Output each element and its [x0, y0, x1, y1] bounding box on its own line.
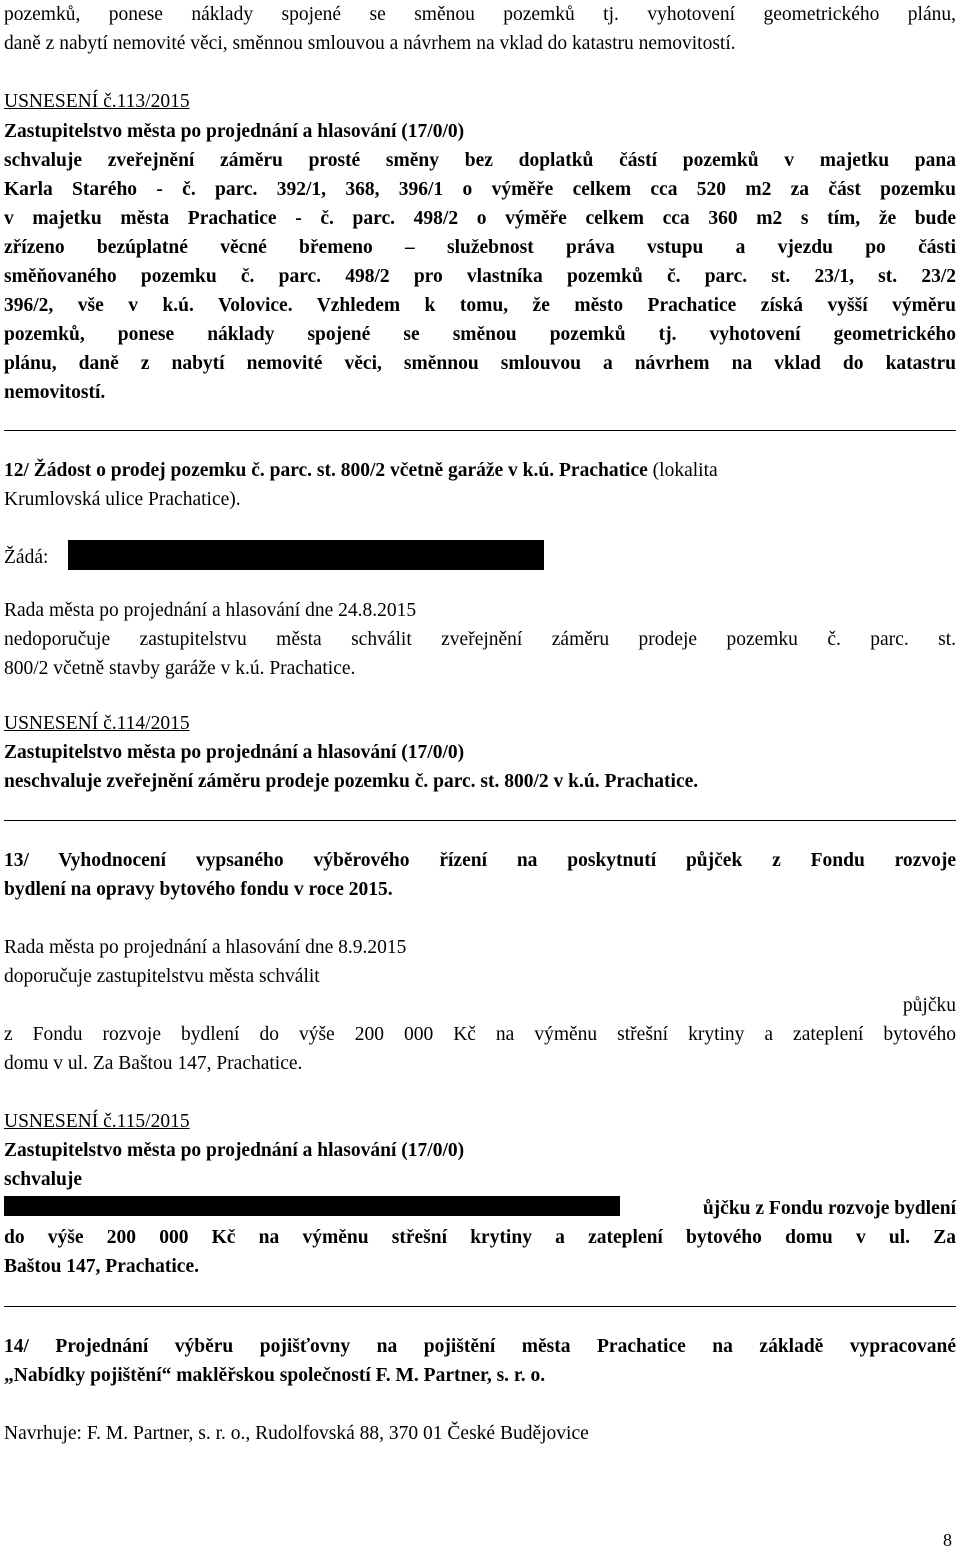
section-divider	[4, 430, 956, 431]
text-line: nemovitostí.	[4, 382, 106, 403]
agenda-item-heading: „Nabídky pojištění“ maklěřskou společností F. M. Partner, s. r. o.	[4, 1365, 546, 1386]
redaction-bar	[4, 1196, 620, 1216]
text-line: zřízeno bezúplatné věcné břemeno – služebnost práva vstupu a vjezdu po části	[4, 237, 956, 258]
page-number: 8	[943, 1530, 952, 1550]
text-line: půjčku	[902, 995, 956, 1016]
agenda-item-heading: 14/ Projednání výběru pojišťovny na pojištění města Prachatice na základě vypracované	[4, 1336, 956, 1357]
text-line: neschvaluje zveřejnění záměru prodeje pozemku č. parc. st. 800/2 v k.ú. Prachatice.	[4, 771, 699, 792]
heading-bold: 12/ Žádost o prodej pozemku č. parc. st. 800/2 včetně garáže v k.ú. Prachatice	[4, 460, 648, 481]
applicant-label: Žádá:	[4, 547, 49, 568]
text-line: ůjčku z Fondu rozvoje bydlení	[702, 1198, 956, 1219]
text-line: doporučuje zastupitelstvu města schválit	[4, 966, 320, 987]
text-line: schvaluje	[4, 1169, 82, 1190]
agenda-item-heading	[4, 456, 956, 485]
text-line: nedoporučuje zastupitelstvu města schválit zveřejnění záměru prodeje pozemku č. parc. st.	[4, 629, 956, 650]
text-line: z Fondu rozvoje bydlení do výše 200 000 Kč na výměnu střešní krytiny a zateplení bytového	[4, 1024, 956, 1045]
text-line: Rada města po projednání a hlasování dne 24.8.2015	[4, 600, 417, 621]
section-divider	[4, 1306, 956, 1307]
resolution-title: USNESENÍ č.114/2015	[4, 713, 190, 734]
text-line: plánu, daně z nabytí nemovité věci, směnnou smlouvou a návrhem na vklad do katastru	[4, 353, 956, 374]
resolution-title: USNESENÍ č.113/2015	[4, 91, 190, 112]
redaction-bar	[68, 540, 544, 570]
proposer-line: Navrhuje: F. M. Partner, s. r. o., Rudolfovská 88, 370 01 České Budějovice	[4, 1423, 589, 1444]
text-line: Zastupitelstvo města po projednání a hlasování (17/0/0)	[4, 1140, 465, 1161]
text-line: schvaluje zveřejnění záměru prosté směny bez doplatků částí pozemků v majetku pana	[4, 150, 956, 171]
heading-rest: (lokalita	[647, 460, 718, 481]
agenda-item-heading: 13/ Vyhodnocení vypsaného výběrového řízení na poskytnutí půjček z Fondu rozvoje	[4, 850, 956, 871]
section-divider	[4, 820, 956, 821]
text-line: daně z nabytí nemovité věci, směnnou smlouvou a návrhem na vklad do katastru nemovitostí.	[4, 33, 736, 54]
text-line: 396/2, vše v k.ú. Volovice. Vzhledem k tomu, že město Prachatice získá vyšší výměru	[4, 295, 956, 316]
text-line: Karla Starého - č. parc. 392/1, 368, 396/1 o výměře celkem cca 520 m2 za část pozemku	[4, 179, 956, 200]
text-line: 800/2 včetně stavby garáže v k.ú. Prachatice.	[4, 658, 356, 679]
agenda-item-heading: bydlení na opravy bytového fondu v roce 2015.	[4, 879, 393, 900]
text-line: Zastupitelstvo města po projednání a hlasování (17/0/0)	[4, 121, 465, 142]
text-line: pozemků, ponese náklady spojené se směnou pozemků tj. vyhotovení geometrického plánu,	[4, 4, 956, 25]
resolution-title: USNESENÍ č.115/2015	[4, 1111, 190, 1132]
text-line: Baštou 147, Prachatice.	[4, 1256, 199, 1277]
text-line: směňovaného pozemku č. parc. 498/2 pro vlastníka pozemků č. parc. st. 23/1, st. 23/2	[4, 266, 956, 287]
text-line: domu v ul. Za Baštou 147, Prachatice.	[4, 1053, 303, 1074]
text-line: pozemků, ponese náklady spojené se směnou pozemků tj. vyhotovení geometrického	[4, 324, 956, 345]
text-line: do výše 200 000 Kč na výměnu střešní krytiny a zateplení bytového domu v ul. Za	[4, 1227, 956, 1248]
text-line: Krumlovská ulice Prachatice).	[4, 489, 241, 510]
text-line: Rada města po projednání a hlasování dne 8.9.2015	[4, 937, 407, 958]
text-line: Zastupitelstvo města po projednání a hlasování (17/0/0)	[4, 742, 465, 763]
text-line: v majetku města Prachatice - č. parc. 498/2 o výměře celkem cca 360 m2 s tím, že bude	[4, 208, 956, 229]
